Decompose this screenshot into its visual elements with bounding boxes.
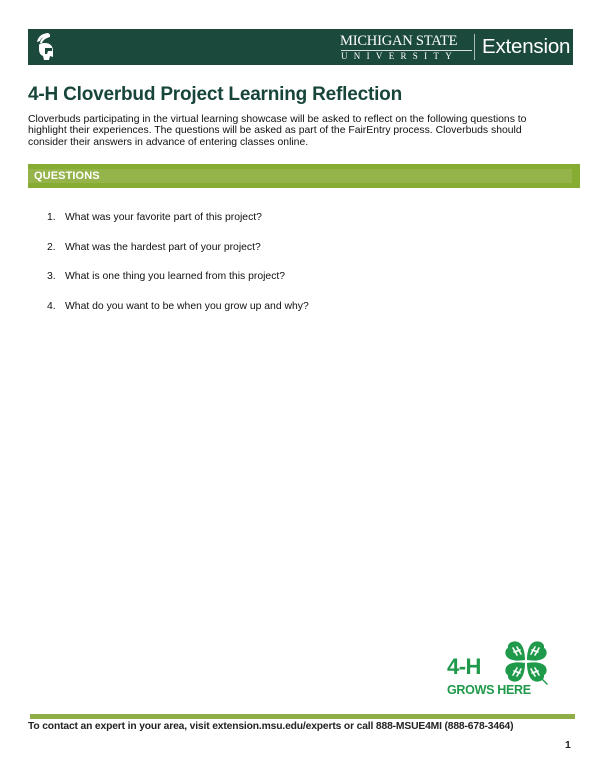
question-number: 3. xyxy=(47,271,56,282)
four-leaf-clover-icon xyxy=(502,638,550,686)
question-text: What was the hardest part of your project? xyxy=(65,241,261,253)
fourh-mark: 4-H xyxy=(447,654,481,679)
question-text: What is one thing you learned from this project? xyxy=(65,271,286,282)
question-text: What do you want to be when you grow up and why? xyxy=(65,300,309,312)
fourh-grows-here-logo xyxy=(445,638,553,700)
footer-contact-text: To contact an expert in your area, visit extension.msu.edu/experts or call 888-MSUE4MI (888-678-3464) xyxy=(28,721,514,732)
header-band xyxy=(28,29,573,65)
questions-section-bar xyxy=(28,164,580,188)
footer-rule xyxy=(30,714,575,719)
msu-wordmark xyxy=(340,34,474,62)
page-number: 1 xyxy=(565,739,571,751)
header-divider xyxy=(474,34,475,60)
spartan-helmet-icon xyxy=(35,32,57,62)
intro-paragraph xyxy=(28,114,588,148)
extension-label: Extension xyxy=(482,35,571,58)
intro-line: highlight their experiences. The questions will be asked as part of the FairEntry process. Cloverbuds should xyxy=(28,125,522,137)
question-number: 1. xyxy=(47,212,56,223)
question-number: 2. xyxy=(47,241,56,253)
question-text: What was your favorite part of this project? xyxy=(65,212,262,223)
question-number: 4. xyxy=(47,300,56,312)
page-title: 4-H Cloverbud Project Learning Reflection xyxy=(28,84,402,105)
intro-line: Cloverbuds participating in the virtual learning showcase will be asked to reflect on the following questions to xyxy=(28,114,527,125)
university-name-line2: UNIVERSITY xyxy=(341,51,458,61)
section-heading: QUESTIONS xyxy=(34,170,100,182)
university-name-line1: MICHIGAN STATE xyxy=(340,33,458,49)
intro-line: consider their answers in advance of entering classes online. xyxy=(28,136,309,148)
grows-here-tagline: GROWS HERE xyxy=(447,683,531,697)
section-bar-highlight xyxy=(28,169,572,183)
